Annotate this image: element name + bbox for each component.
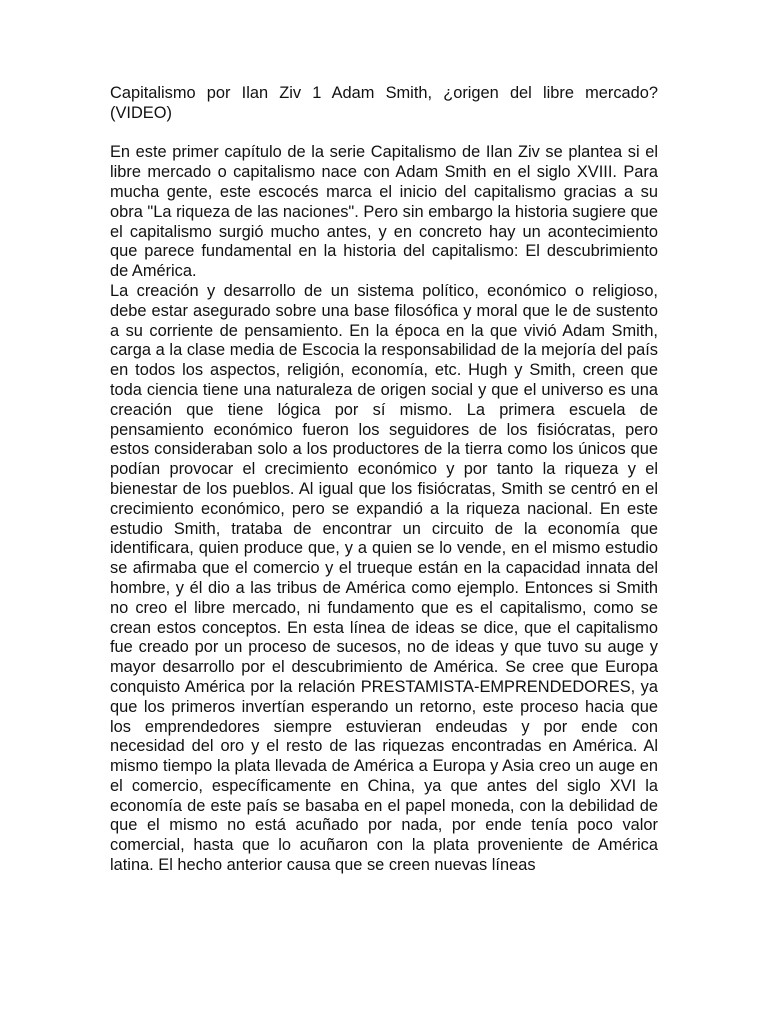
paragraph-intro: En este primer capítulo de la serie Capitalismo de Ilan Ziv se plantea si el libre mercado o capitalismo nace con Adam Smith en el siglo XVIII. Para mucha gente, este escocés marca el inicio del capitalismo gracias a su obra "La riqueza de las naciones". Pero sin embargo la historia sugiere que el capitalismo surgió mucho antes, y en concreto hay un acontecimiento que parece fundamental en la historia del capitalismo: El descubrimiento de América. (110, 143, 658, 281)
paragraph-body: La creación y desarrollo de un sistema político, económico o religioso, debe estar asegurado sobre una base filosófica y moral que le de sustento a su corriente de pensamiento. En la época en la que vivió Adam Smith, carga a la clase media de Escocia la responsabilidad de la mejoría del país en todos los aspectos, religión, economía, etc. Hugh y Smith, creen que toda ciencia tiene una naturaleza de origen social y que el universo es una creación que tiene lógica por sí mismo. La primera escuela de pensamiento económico fueron los seguidores de los fisiócratas, pero estos consideraban solo a los productores de la tierra como los únicos que podían provocar el crecimiento económico y por tanto la riqueza y el bienestar de los pueblos. Al igual que los fisiócratas, Smith se centró en el crecimiento económico, pero se expandió a la riqueza nacional. En este estudio Smith, trataba de encontrar un circuito de la economía que identificara, quien produce que, y a quien se lo vende, en el mismo estudio se afirmaba que el comercio y el trueque están en la capacidad innata del hombre, y él dio a las tribus de América como ejemplo. Entonces si Smith no creo el libre mercado, ni fundamento que es el capitalismo, como se crean estos conceptos. En esta línea de ideas se dice, que el capitalismo fue creado por un proceso de sucesos, no de ideas y que tuvo su auge y mayor desarrollo por el descubrimiento de América. Se cree que Europa conquisto América por la relación PRESTAMISTA-EMPRENDEDORES, ya que los primeros invertían esperando un retorno, este proceso hacia que los emprendedores siempre estuvieran endeudas y por ende con necesidad del oro y el resto de las riquezas encontradas en América. Al mismo tiempo la plata llevada de América a Europa y Asia creo un auge en el comercio, específicamente en China, ya que antes del siglo XVI la economía de este país se basaba en el papel moneda, con la debilidad de que el mismo no está acuñado por nada, por ende tenía poco valor comercial, hasta que lo acuñaron con la plata proveniente de América latina. El hecho anterior causa que se creen nuevas líneas (110, 281, 658, 875)
document-page (110, 84, 658, 876)
document-title: Capitalismo por Ilan Ziv 1 Adam Smith, ¿origen del libre mercado? (VIDEO) (110, 84, 658, 122)
